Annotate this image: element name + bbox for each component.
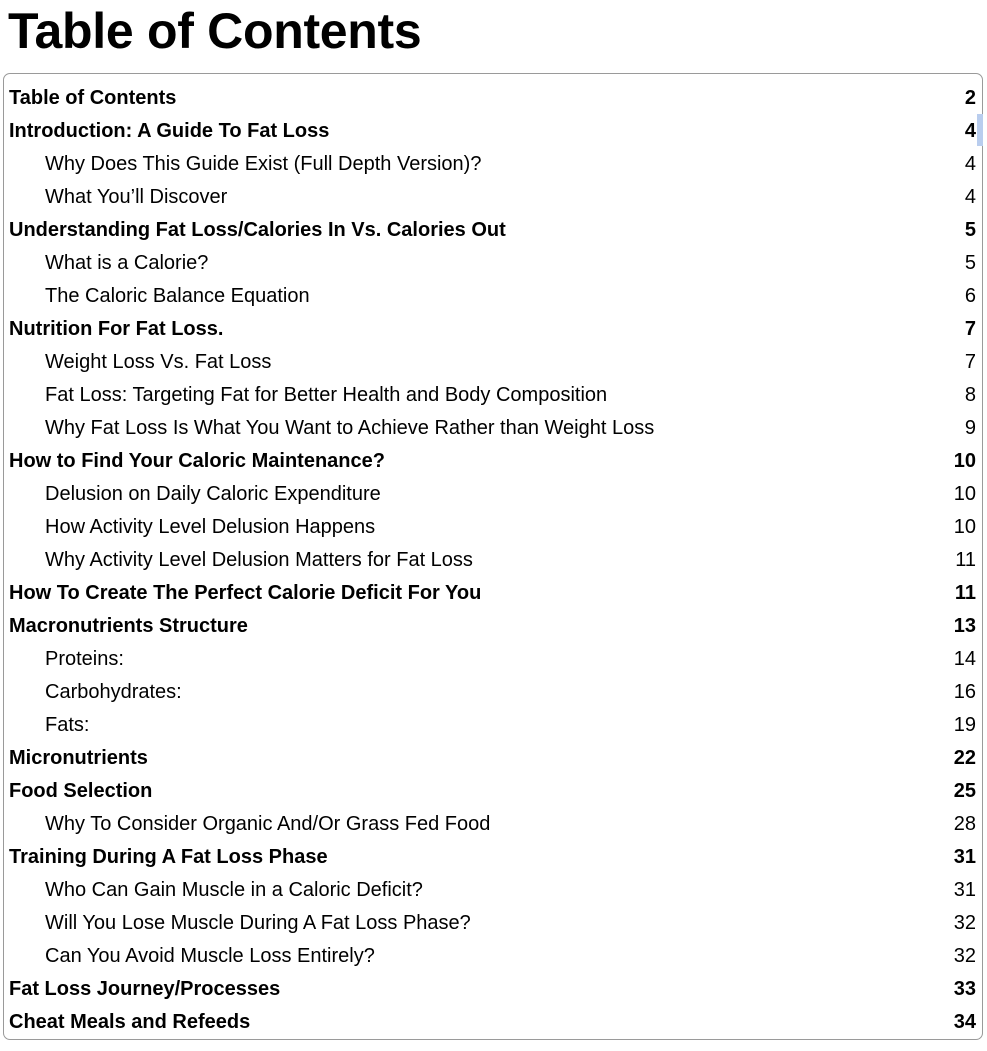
toc-box xyxy=(3,73,983,1040)
toc-entry-page-number[interactable]: 7 xyxy=(964,351,976,373)
toc-entry-page-number[interactable]: 9 xyxy=(964,417,976,439)
toc-entry-page-number[interactable]: 10 xyxy=(953,483,976,505)
toc-entry-title[interactable]: What You’ll Discover xyxy=(45,186,228,208)
toc-entry-section[interactable] xyxy=(4,346,982,379)
toc-list xyxy=(4,82,982,1039)
toc-entry-page-number[interactable]: 8 xyxy=(964,384,976,406)
toc-entry-title[interactable]: Understanding Fat Loss/Calories In Vs. Calories Out xyxy=(9,219,506,241)
toc-entry-chapter[interactable] xyxy=(4,610,982,643)
toc-entry-chapter[interactable] xyxy=(4,1006,982,1039)
toc-entry-section[interactable] xyxy=(4,709,982,742)
toc-entry-section[interactable] xyxy=(4,511,982,544)
toc-entry-page-number[interactable]: 32 xyxy=(953,912,976,934)
toc-entry-section[interactable] xyxy=(4,808,982,841)
toc-entry-page-number[interactable]: 16 xyxy=(953,681,976,703)
toc-entry-page-number[interactable]: 2 xyxy=(964,87,976,109)
toc-entry-section[interactable] xyxy=(4,181,982,214)
toc-entry-page-number[interactable]: 4 xyxy=(964,186,976,208)
toc-entry-title[interactable]: Table of Contents xyxy=(9,87,177,109)
toc-entry-title[interactable]: Why To Consider Organic And/Or Grass Fed Food xyxy=(45,813,491,835)
toc-entry-title[interactable]: How To Create The Perfect Calorie Deficit For You xyxy=(9,582,482,604)
toc-entry-page-number[interactable]: 5 xyxy=(964,252,976,274)
toc-entry-page-number[interactable]: 14 xyxy=(953,648,976,670)
toc-entry-title[interactable]: Who Can Gain Muscle in a Caloric Deficit? xyxy=(45,879,423,901)
toc-entry-title[interactable]: Nutrition For Fat Loss. xyxy=(9,318,224,340)
toc-entry-page-number[interactable]: 33 xyxy=(953,978,976,1000)
toc-entry-title[interactable]: What is a Calorie? xyxy=(45,252,209,274)
toc-entry-chapter[interactable] xyxy=(4,115,982,148)
toc-entry-section[interactable] xyxy=(4,247,982,280)
toc-entry-section[interactable] xyxy=(4,940,982,973)
toc-entry-page-number[interactable]: 31 xyxy=(953,846,976,868)
toc-entry-title[interactable]: Training During A Fat Loss Phase xyxy=(9,846,328,868)
toc-entry-title[interactable]: Cheat Meals and Refeeds xyxy=(9,1011,251,1033)
toc-entry-section[interactable] xyxy=(4,379,982,412)
toc-entry-page-number[interactable]: 22 xyxy=(953,747,976,769)
toc-entry-chapter[interactable] xyxy=(4,214,982,247)
toc-entry-title[interactable]: Will You Lose Muscle During A Fat Loss Phase? xyxy=(45,912,471,934)
toc-entry-title[interactable]: Carbohydrates: xyxy=(45,681,182,703)
toc-entry-page-number[interactable]: 25 xyxy=(953,780,976,802)
toc-entry-page-number[interactable]: 10 xyxy=(953,516,976,538)
toc-entry-section[interactable] xyxy=(4,280,982,313)
toc-entry-chapter[interactable] xyxy=(4,445,982,478)
toc-entry-page-number[interactable]: 11 xyxy=(954,582,976,604)
toc-entry-section[interactable] xyxy=(4,544,982,577)
toc-entry-page-number[interactable]: 4 xyxy=(964,120,976,142)
toc-entry-title[interactable]: The Caloric Balance Equation xyxy=(45,285,310,307)
toc-entry-page-number[interactable]: 10 xyxy=(953,450,976,472)
toc-entry-section[interactable] xyxy=(4,412,982,445)
toc-entry-page-number[interactable]: 34 xyxy=(953,1011,976,1033)
toc-entry-title[interactable]: Food Selection xyxy=(9,780,153,802)
toc-entry-title[interactable]: Delusion on Daily Caloric Expenditure xyxy=(45,483,381,505)
toc-entry-section[interactable] xyxy=(4,874,982,907)
toc-entry-chapter[interactable] xyxy=(4,742,982,775)
toc-entry-page-number[interactable]: 31 xyxy=(953,879,976,901)
toc-entry-page-number[interactable]: 11 xyxy=(955,549,976,571)
toc-entry-chapter[interactable] xyxy=(4,577,982,610)
toc-entry-chapter[interactable] xyxy=(4,841,982,874)
toc-entry-page-number[interactable]: 7 xyxy=(964,318,976,340)
toc-entry-title[interactable]: Macronutrients Structure xyxy=(9,615,248,637)
toc-entry-title[interactable]: Fat Loss: Targeting Fat for Better Health and Body Composition xyxy=(45,384,608,406)
toc-entry-title[interactable]: Why Activity Level Delusion Matters for Fat Loss xyxy=(45,549,473,571)
page-title: Table of Contents xyxy=(8,3,422,59)
toc-entry-title[interactable]: Why Does This Guide Exist (Full Depth Version)? xyxy=(45,153,482,175)
toc-entry-chapter[interactable] xyxy=(4,313,982,346)
toc-entry-title[interactable]: Why Fat Loss Is What You Want to Achieve Rather than Weight Loss xyxy=(45,417,655,439)
toc-entry-section[interactable] xyxy=(4,676,982,709)
toc-entry-section[interactable] xyxy=(4,907,982,940)
toc-entry-title[interactable]: Can You Avoid Muscle Loss Entirely? xyxy=(45,945,375,967)
toc-entry-page-number[interactable]: 6 xyxy=(964,285,976,307)
toc-entry-section[interactable] xyxy=(4,643,982,676)
toc-entry-chapter[interactable] xyxy=(4,82,982,115)
toc-entry-section[interactable] xyxy=(4,478,982,511)
toc-entry-page-number[interactable]: 4 xyxy=(964,153,976,175)
toc-entry-chapter[interactable] xyxy=(4,775,982,808)
toc-entry-title[interactable]: Weight Loss Vs. Fat Loss xyxy=(45,351,272,373)
toc-entry-chapter[interactable] xyxy=(4,973,982,1006)
toc-entry-section[interactable] xyxy=(4,148,982,181)
toc-entry-title[interactable]: Proteins: xyxy=(45,648,124,670)
toc-entry-page-number[interactable]: 5 xyxy=(964,219,976,241)
toc-entry-title[interactable]: Micronutrients xyxy=(9,747,148,769)
toc-entry-page-number[interactable]: 28 xyxy=(953,813,976,835)
toc-entry-title[interactable]: How Activity Level Delusion Happens xyxy=(45,516,376,538)
toc-entry-title[interactable]: How to Find Your Caloric Maintenance? xyxy=(9,450,385,472)
toc-entry-title[interactable]: Fats: xyxy=(45,714,90,736)
toc-entry-title[interactable]: Fat Loss Journey/Processes xyxy=(9,978,281,1000)
toc-entry-title[interactable]: Introduction: A Guide To Fat Loss xyxy=(9,120,330,142)
toc-entry-page-number[interactable]: 19 xyxy=(953,714,976,736)
toc-entry-page-number[interactable]: 32 xyxy=(953,945,976,967)
toc-entry-page-number[interactable]: 13 xyxy=(953,615,976,637)
